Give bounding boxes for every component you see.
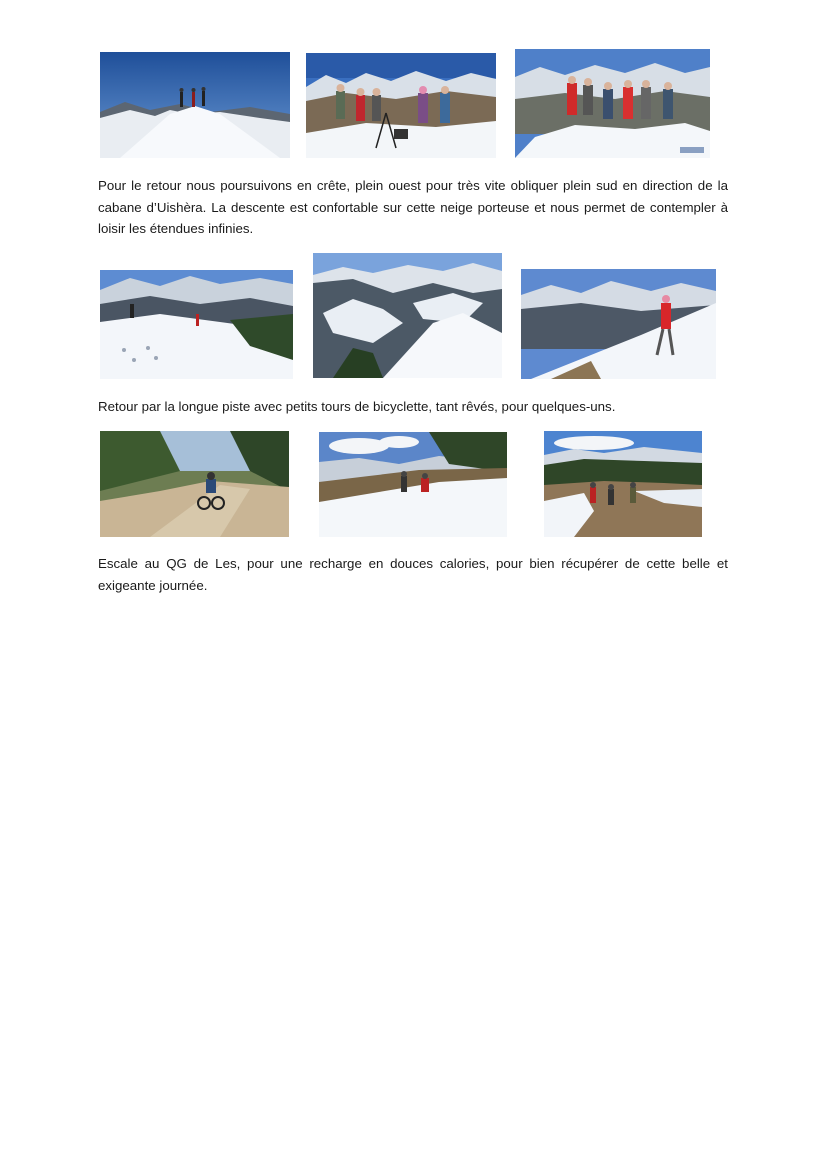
photo-mountain-biker-track [100,431,289,537]
photo-hiker-red-jacket [521,269,716,379]
paragraph-stopover-qg: Escale au QG de Les, pour une recharge en douces calories, pour bien récupérer de cette belle et exigeante journée. [98,556,728,593]
photo-descent-snow-slope [100,270,293,379]
photo-summit-three-hikers [100,52,290,158]
photo-hikers-meadow-snow [544,431,702,537]
photo-summit-group-tripod [306,53,496,158]
paragraph-return-track: Retour par la longue piste avec petits tours de bicyclette, tant rêvés, pour quelques-uns. [98,399,616,414]
photo-summit-group-waving [515,49,710,158]
paragraph-return-ridge: Pour le retour nous poursuivons en crête, plein ouest pour très vite obliquer plein sud en direction de la cabane d’Uishèra. La descente est confortable sur cette neige porteuse et nous permet de contempler à loisir les étendues infinies. [98,178,728,236]
photo-snowy-track-hikers [319,432,507,537]
photo-snowy-ridge-forest [313,253,502,378]
